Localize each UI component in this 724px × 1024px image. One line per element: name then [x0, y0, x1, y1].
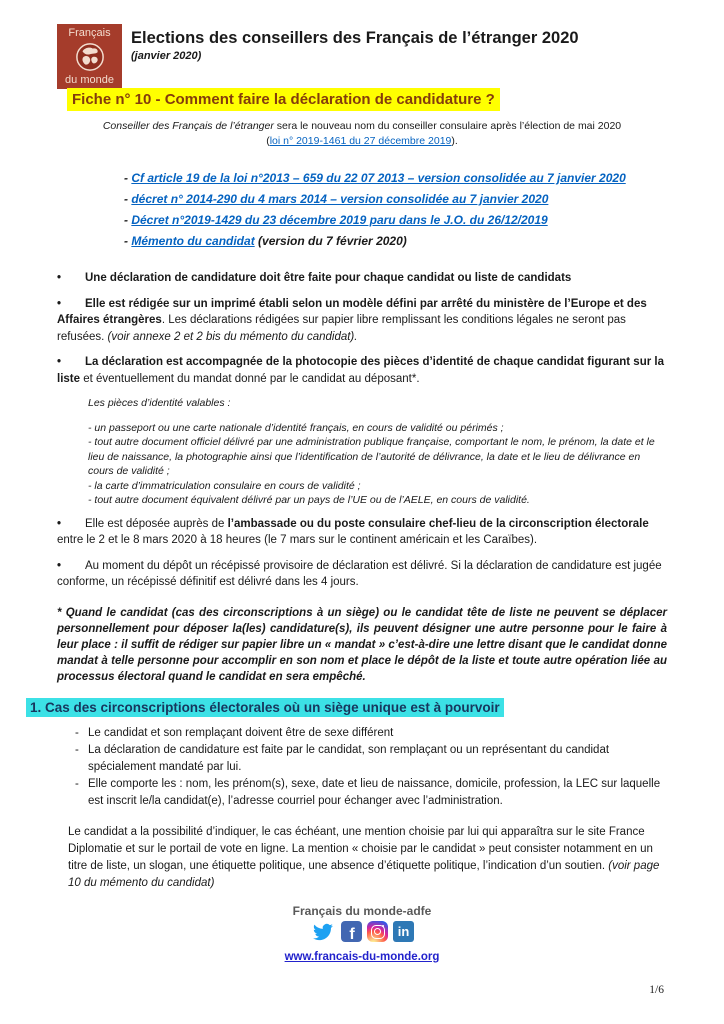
reference-link-line [124, 234, 667, 248]
reference-link-line [124, 192, 667, 206]
list-item: - Elle comporte les : nom, les prénom(s), sexe, date et lieu de naissance, domicile, profession, la LEC sur laquelle est inscrit le/la candidat(e), l’adresse courriel pour échanger avec l’administration. [75, 776, 667, 810]
dash-prefix: - [124, 192, 132, 206]
id-document-item: - la carte d’immatriculation consulaire en cours de validité ; [88, 479, 361, 492]
footer [0, 904, 724, 965]
section-1-list [75, 725, 667, 810]
dash-marker: - [75, 777, 79, 790]
reference-link-line [124, 171, 667, 185]
fiche-heading-text: Fiche n° 10 - Comment faire la déclaration de candidature ? [67, 88, 500, 111]
bullet-list [57, 270, 667, 387]
bullet-item-declaration: • Une déclaration de candidature doit être faite pour chaque candidat ou liste de candidats [57, 270, 667, 287]
intro-lead-rest: sera le nouveau nom du conseiller consulaire après l’élection de mai 2020 [273, 120, 622, 132]
decret-2014-290-link[interactable]: décret n° 2014-290 du 4 mars 2014 – version consolidée au 7 janvier 2020 [131, 192, 549, 206]
logo-text-bottom: du monde [65, 74, 114, 86]
section-1-heading [26, 699, 667, 717]
dash-prefix: - [124, 213, 132, 227]
reference-link-line [124, 213, 667, 227]
mandate-footnote: * Quand le candidat (cas des circonscriptions à un siège) ou le candidat tête de liste ne peuvent se déplacer personnellement pour déposer la(les) candidature(s), ils peuvent désigner une autre personne pour le faire à leur place : il suffit de rédiger sur papier libre un « mandat » c’est-à-dire une lettre disant que le candidat donne mandat à telle personne pour accomplir en son nom et place le dépôt de la liste et toute autre opération liée au processus électoral quand le candidat en sera empêché. [57, 606, 667, 683]
social-icons-row [0, 921, 724, 943]
facebook-icon[interactable]: f [341, 921, 362, 942]
decret-2019-1429-link[interactable]: Décret n°2019-1429 du 23 décembre 2019 paru dans le J.O. du 26/12/2019 [131, 213, 548, 227]
footer-link-wrap [0, 947, 724, 965]
page-number: 1/6 [649, 984, 664, 996]
francais-du-monde-logo [57, 24, 122, 89]
bullet-marker: • [57, 559, 62, 572]
intro-italic-lead: Conseiller des Français de l’étranger [102, 120, 274, 132]
paren-open: ( [266, 135, 270, 147]
logo-text-top: Français [68, 27, 111, 39]
bullet-marker: • [57, 356, 62, 368]
footer-org-name: Français du monde-adfe [292, 903, 432, 918]
id-document-item: - tout autre document équivalent délivré par un pays de l’UE ou de l’AELE, en cours de validité. [88, 494, 530, 506]
website-link[interactable]: www.francais-du-monde.org [284, 950, 440, 963]
paren-close: ). [451, 135, 458, 147]
reference-links [124, 171, 667, 248]
bullet-item-imprime: • Elle est rédigée sur un imprimé établi selon un modèle défini par arrêté du ministère de l’Europe et des Affaires étrangères. Les déclarations rédigées sur papier libre remplissant les conditions légales ne seront pas refusées. (voir annexe 2 et 2 bis du mémento du candidat). [57, 297, 650, 343]
memento-candidat-link[interactable]: Mémento du candidat [131, 234, 255, 248]
bullet-list [57, 516, 667, 591]
id-document-item: - un passeport ou une carte nationale d’identité français, en cours de validité ou périmés ; [88, 421, 504, 434]
bullet-marker: • [57, 272, 62, 284]
bullet-marker: • [57, 297, 62, 310]
law-2013-659-link[interactable]: Cf article 19 de la loi n°2013 – 659 du 22 07 2013 – version consolidée au 7 janvier 2020 [131, 171, 626, 185]
bullet-item-depot: • Elle est déposée auprès de l’ambassade ou du poste consulaire chef-lieu de la circonscription électorale entre le 2 et le 8 mars 2020 à 18 heures (le 7 mars sur le continent américain et les Caraïbes). [57, 517, 652, 546]
section-1-heading-text: 1. Cas des circonscriptions électorales où un siège unique est à pourvoir [26, 698, 504, 717]
bullet-marker: • [57, 517, 62, 530]
list-item: - La déclaration de candidature est faite par le candidat, son remplaçant ou un représentant du candidat spécialement mandaté par lui. [75, 742, 667, 776]
page-title: Elections des conseillers des Français de l’étranger 2020 [131, 29, 579, 47]
dash-prefix: - [124, 234, 132, 248]
bullet-item-photocopie: • La déclaration est accompagnée de la photocopie des pièces d’identité de chaque candidat figurant sur la liste et éventuellement du mandat donné par le candidat au déposant*. [57, 356, 668, 385]
id-documents-block [88, 396, 667, 508]
instagram-icon[interactable] [367, 921, 388, 942]
dash-marker: - [75, 743, 79, 756]
law-2019-1461-link[interactable]: loi n° 2019-1461 du 27 décembre 2019 [269, 135, 452, 147]
intro-paragraph [0, 119, 724, 149]
id-documents-intro: Les pièces d’identité valables : [88, 397, 231, 409]
dash-marker: - [75, 726, 79, 739]
page-subtitle: (janvier 2020) [131, 50, 202, 62]
list-item: - Le candidat et son remplaçant doivent être de sexe différent [75, 725, 667, 742]
fiche-heading [67, 91, 667, 109]
twitter-icon[interactable] [310, 921, 336, 943]
id-document-item: - tout autre document officiel délivré par une administration publique française, comportant le nom, le prénom, la date et le lieu de naissance, la photographie ainsi que l’identification de l’autorité de délivrance, la date et le lieu de délivrance en cours de validité ; [88, 436, 655, 477]
bullet-item-recepisse: • Au moment du dépôt un récépissé provisoire de déclaration est délivré. Si la déclaration de candidature est jugée conforme, un récépissé définitif est délivré dans les 4 jours. [57, 559, 665, 588]
closing-paragraph: Le candidat a la possibilité d’indiquer, le cas échéant, une mention choisie par lui qui apparaîtra sur le site France Diplomatie et sur le portail de vote en ligne. La mention « choisie par le candidat » peut consister notamment en un titre de liste, un slogan, une étiquette politique, une absence d’étiquette politique, l’indication d’un soutien. (voir page 10 du mémento du candidat) [68, 825, 663, 889]
linkedin-icon[interactable]: in [393, 921, 414, 942]
globe-icon [57, 42, 122, 72]
title-block [131, 24, 579, 89]
dash-prefix: - [124, 171, 132, 185]
header [0, 0, 724, 89]
link-suffix: (version du 7 février 2020) [254, 234, 407, 248]
